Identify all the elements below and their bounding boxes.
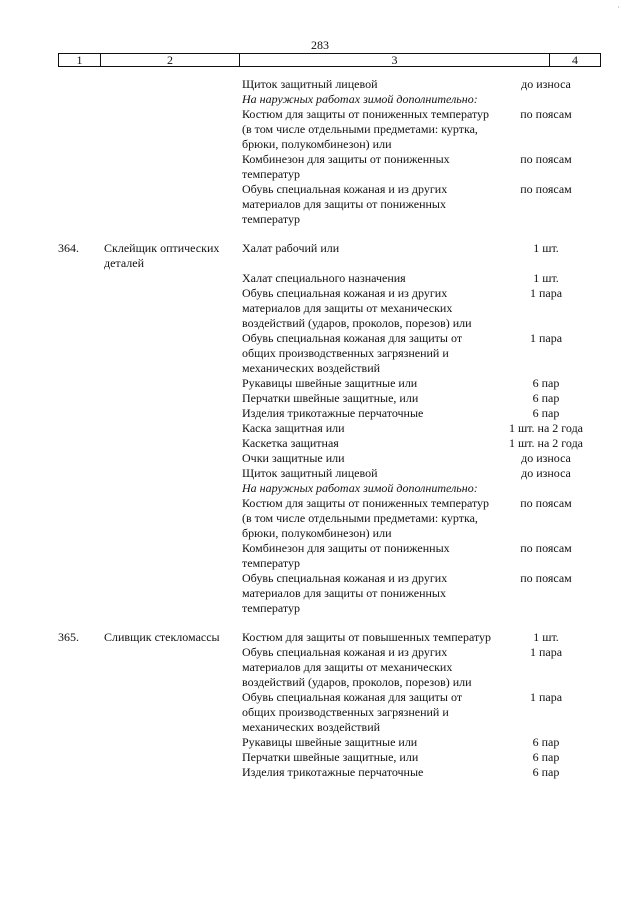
row-number: [0, 271, 104, 286]
table-row: [0, 182, 640, 227]
table-row: [0, 571, 640, 616]
page-number: 283: [311, 38, 329, 52]
table-header: [58, 53, 601, 67]
table-row: [0, 541, 640, 571]
profession-name: [104, 466, 242, 481]
table-row: [0, 391, 640, 406]
header-col-4: 4: [572, 53, 578, 67]
table-row: [0, 241, 640, 271]
row-number: [0, 406, 104, 421]
table-row: [0, 271, 640, 286]
ppe-item: Перчатки швейные защитные, или: [242, 750, 419, 764]
row-number: [0, 286, 104, 331]
profession-name: [104, 331, 242, 376]
issue-norm: 1 шт.: [533, 271, 559, 285]
row-number: 365.: [58, 630, 79, 644]
table-row: [0, 481, 640, 496]
ppe-item: Очки защитные или: [242, 451, 345, 465]
issue-norm: [492, 92, 598, 107]
header-col-2: 2: [101, 54, 240, 66]
table-row: [0, 735, 640, 750]
table-row: [0, 750, 640, 765]
issue-norm: 6 пар: [532, 735, 560, 749]
row-number: [0, 391, 104, 406]
table-row: [0, 152, 640, 182]
header-col-1: 1: [59, 54, 101, 66]
table-row: [0, 376, 640, 391]
profession-name: [104, 421, 242, 436]
row-number: [0, 690, 104, 735]
ppe-item: Рукавицы швейные защитные или: [242, 735, 418, 749]
row-number: [0, 421, 104, 436]
profession-name: [104, 436, 242, 451]
issue-norm: [492, 481, 598, 496]
table-row: [0, 406, 640, 421]
ppe-item: Щиток защитный лицевой: [242, 466, 378, 480]
profession-name: [104, 286, 242, 331]
row-number: [0, 107, 104, 152]
row-number: [0, 496, 104, 541]
ppe-item: Обувь специальная кожаная и из других материалов для защиты от пониженных температур: [242, 182, 448, 226]
ppe-item: Обувь специальная кожаная и из других материалов для защиты от механических воздействий (ударов, проколов, порезов) или: [242, 645, 472, 689]
row-gap: [0, 227, 640, 241]
profession-name: Склейщик оптических деталей: [104, 241, 220, 270]
ppe-item: Костюм для защиты от повышенных температур: [242, 630, 492, 644]
row-number: [0, 735, 104, 750]
issue-norm: 1 шт. на 2 года: [508, 421, 584, 435]
issue-norm: 6 пар: [532, 376, 560, 390]
issue-norm: 1 пара: [529, 331, 563, 345]
ppe-item: Обувь специальная кожаная и из других материалов для защиты от пониженных температур: [242, 571, 448, 615]
issue-norm: 1 пара: [529, 690, 563, 704]
issue-norm: 1 шт.: [533, 630, 559, 644]
profession-name: [104, 541, 242, 571]
profession-name: [104, 765, 242, 780]
issue-norm: 1 пара: [529, 286, 563, 300]
profession-name: [104, 571, 242, 616]
row-number: [0, 571, 104, 616]
ppe-item: Комбинезон для защиты от пониженных температур: [242, 541, 450, 570]
issue-norm: 6 пар: [532, 391, 560, 405]
row-number: [0, 182, 104, 227]
ppe-item: Изделия трикотажные перчаточные: [242, 765, 424, 779]
ppe-item: Обувь специальная кожаная для защиты от общих производственных загрязнений и механических воздействий: [242, 690, 463, 734]
table-row: [0, 92, 640, 107]
table-row: [0, 496, 640, 541]
profession-name: [104, 481, 242, 496]
table-row: [0, 77, 640, 92]
ppe-item: Халат специального назначения: [242, 271, 406, 285]
table-row: [0, 690, 640, 735]
table-body: [0, 77, 640, 780]
row-number: [0, 92, 104, 107]
table-row: [0, 286, 640, 331]
issue-norm: 1 пара: [529, 645, 563, 659]
profession-name: Сливщик стекломассы: [104, 630, 220, 644]
profession-name: [104, 496, 242, 541]
issue-norm: по поясам: [520, 496, 572, 510]
profession-name: [104, 152, 242, 182]
table-row: [0, 107, 640, 152]
row-number: [0, 466, 104, 481]
row-number: [0, 645, 104, 690]
row-number: [0, 376, 104, 391]
issue-norm: по поясам: [520, 541, 572, 555]
row-number: [0, 481, 104, 496]
row-number: [0, 331, 104, 376]
profession-name: [104, 406, 242, 421]
profession-name: [104, 735, 242, 750]
profession-name: [104, 182, 242, 227]
ppe-item: Халат рабочий или: [242, 241, 340, 255]
ppe-item: На наружных работах зимой дополнительно:: [242, 92, 478, 106]
table-row: [0, 331, 640, 376]
issue-norm: до износа: [521, 466, 571, 480]
ppe-item: Каскетка защитная: [242, 436, 339, 450]
row-number: [0, 750, 104, 765]
issue-norm: до износа: [521, 451, 571, 465]
table-row: [0, 645, 640, 690]
issue-norm: до износа: [521, 77, 571, 91]
table-row: [0, 765, 640, 780]
ppe-item: На наружных работах зимой дополнительно:: [242, 481, 478, 495]
ppe-item: Перчатки швейные защитные, или: [242, 391, 419, 405]
issue-norm: 6 пар: [532, 750, 560, 764]
header-col-3: 3: [240, 54, 550, 66]
profession-name: [104, 645, 242, 690]
profession-name: [104, 77, 242, 92]
table-row: [0, 466, 640, 481]
profession-name: [104, 107, 242, 152]
row-number: [0, 152, 104, 182]
issue-norm: по поясам: [520, 107, 572, 121]
row-number: [0, 77, 104, 92]
ppe-item: Каска защитная или: [242, 421, 345, 435]
row-number: [0, 541, 104, 571]
table-row: [0, 451, 640, 466]
table-row: [0, 436, 640, 451]
issue-norm: 6 пар: [532, 765, 560, 779]
table-row: [0, 630, 640, 645]
issue-norm: 6 пар: [532, 406, 560, 420]
row-number: [0, 451, 104, 466]
profession-name: [104, 271, 242, 286]
ppe-item: Изделия трикотажные перчаточные: [242, 406, 424, 420]
ppe-item: Щиток защитный лицевой: [242, 77, 378, 91]
corner-mark: ·: [617, 3, 620, 12]
ppe-item: Костюм для защиты от пониженных температур (в том числе отдельными предметами: куртка, брюки, полукомбинезон) или: [242, 496, 490, 540]
profession-name: [104, 391, 242, 406]
issue-norm: по поясам: [520, 182, 572, 196]
row-gap: [0, 616, 640, 630]
profession-name: [104, 750, 242, 765]
issue-norm: по поясам: [520, 152, 572, 166]
profession-name: [104, 92, 242, 107]
issue-norm: 1 шт. на 2 года: [508, 436, 584, 450]
ppe-item: Обувь специальная кожаная и из других материалов для защиты от механических воздействий (ударов, проколов, порезов) или: [242, 286, 472, 330]
ppe-item: Обувь специальная кожаная для защиты от общих производственных загрязнений и механических воздействий: [242, 331, 463, 375]
row-number: [0, 765, 104, 780]
ppe-item: Комбинезон для защиты от пониженных температур: [242, 152, 450, 181]
profession-name: [104, 451, 242, 466]
row-number: [0, 436, 104, 451]
row-number: 364.: [58, 241, 79, 255]
profession-name: [104, 690, 242, 735]
profession-name: [104, 376, 242, 391]
ppe-item: Костюм для защиты от пониженных температур (в том числе отдельными предметами: куртка, брюки, полукомбинезон) или: [242, 107, 490, 151]
table-row: [0, 421, 640, 436]
ppe-item: Рукавицы швейные защитные или: [242, 376, 418, 390]
issue-norm: 1 шт.: [533, 241, 559, 255]
issue-norm: по поясам: [520, 571, 572, 585]
